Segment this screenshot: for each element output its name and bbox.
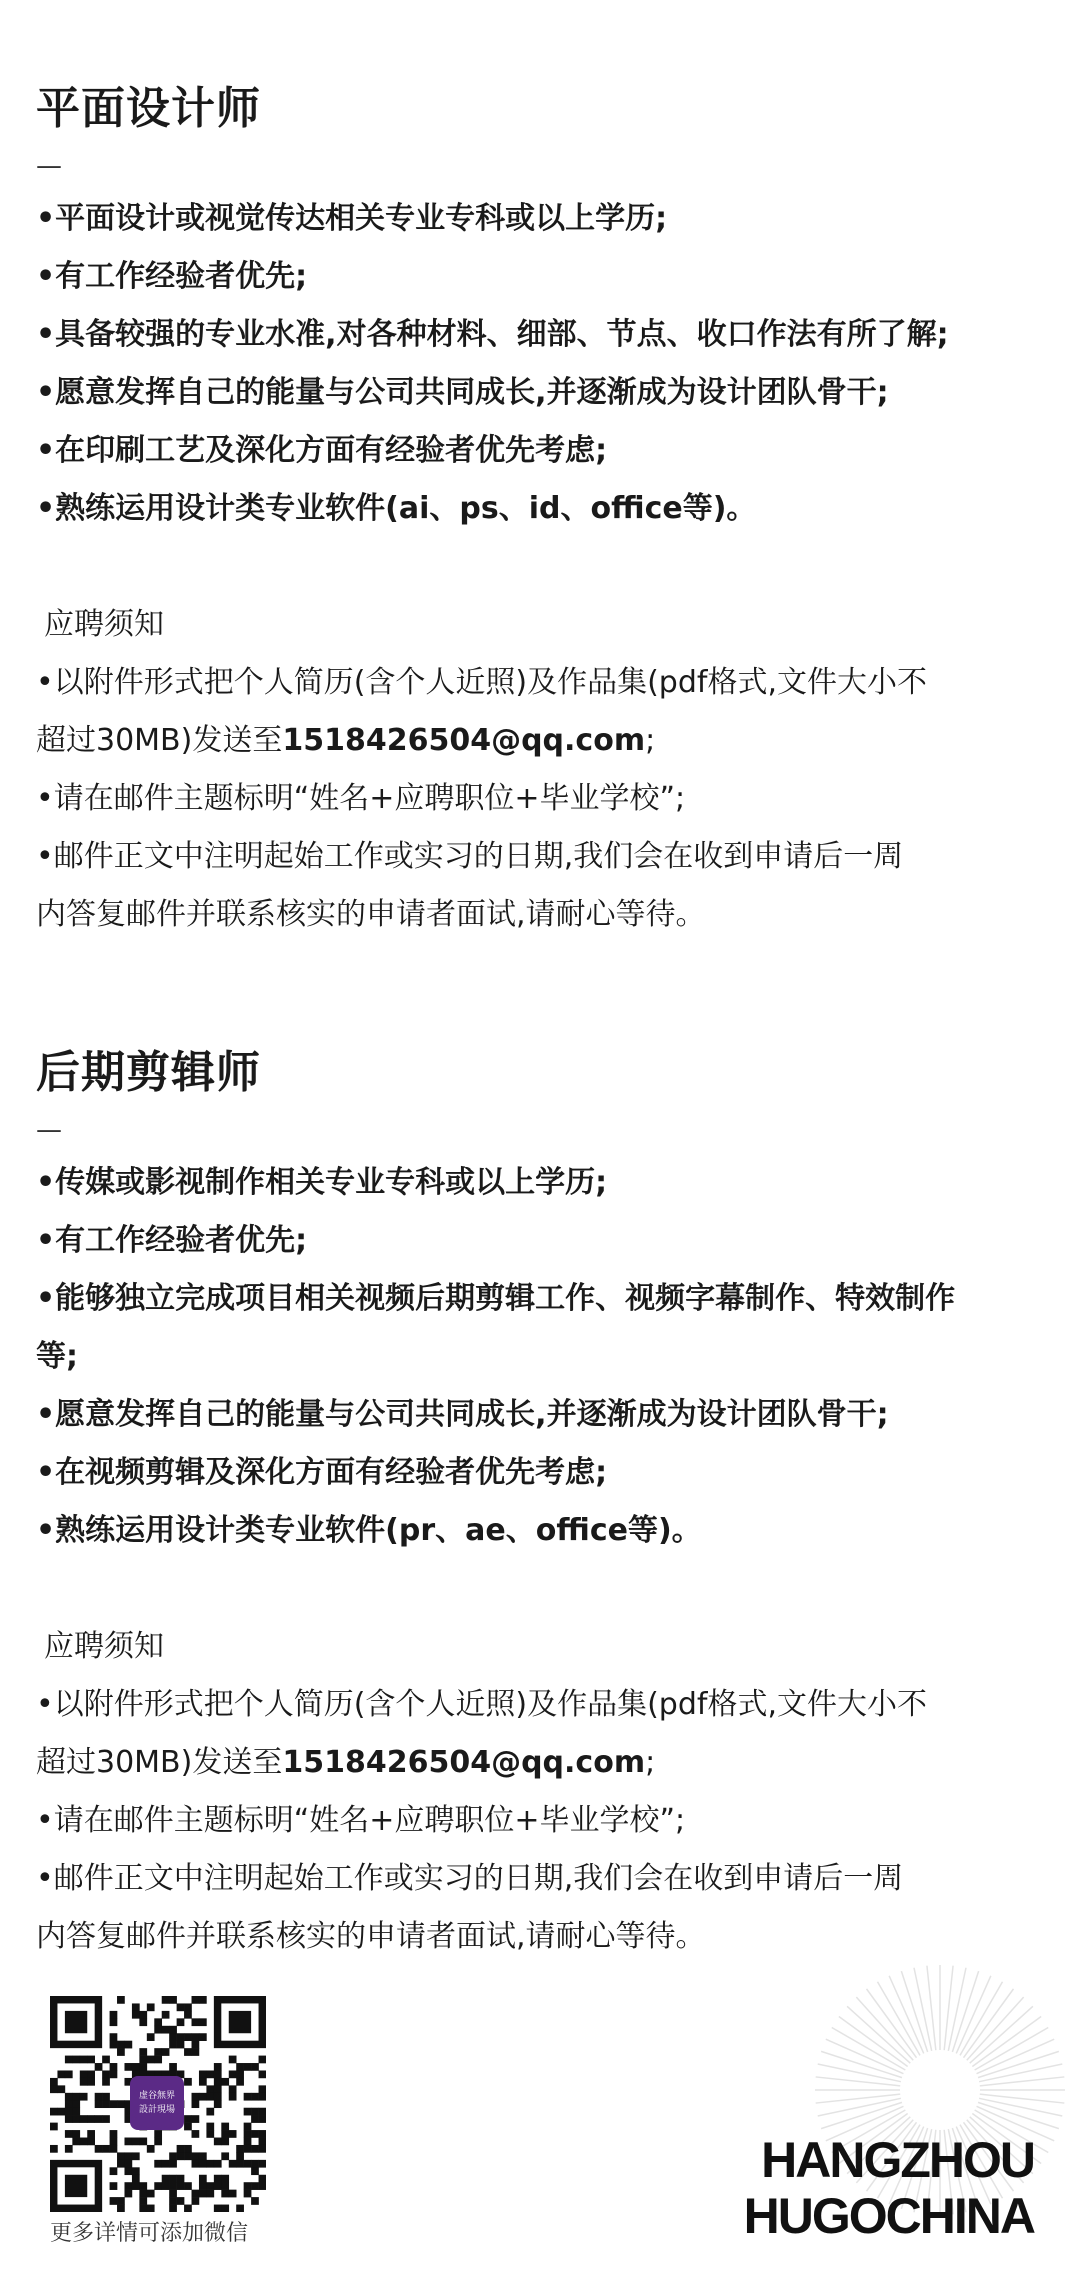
requirement-item: •愿意发挥自己的能量与公司共同成长,并逐渐成为设计团队骨干;: [36, 1397, 889, 1432]
email-link[interactable]: 1518426504@qq.com: [282, 723, 646, 758]
requirement-item: 等;: [36, 1339, 78, 1374]
title-dash: —: [36, 1115, 62, 1145]
section-title: 后期剪辑师: [36, 1047, 261, 1098]
notice-line: •以附件形式把个人简历(含个人近照)及作品集(pdf格式,文件大小不: [36, 1687, 927, 1722]
section-video-editor: [36, 1040, 1046, 1966]
requirement-item: •熟练运用设计类专业软件(pr、ae、office等)。: [36, 1513, 702, 1548]
notice-line: 超过30MB)发送至1518426504@qq.com;: [36, 723, 656, 758]
qr-logo-badge: 虚谷無界 設計現場: [130, 2076, 184, 2130]
email-link[interactable]: 1518426504@qq.com: [282, 1745, 646, 1780]
notice-line: 超过30MB)发送至1518426504@qq.com;: [36, 1745, 656, 1780]
notice-line: •以附件形式把个人简历(含个人近照)及作品集(pdf格式,文件大小不: [36, 665, 927, 700]
notice-line: •邮件正文中注明起始工作或实习的日期,我们会在收到申请后一周: [36, 839, 904, 874]
notice-line: 内答复邮件并联系核实的申请者面试,请耐心等待。: [36, 897, 706, 932]
section-graphic-designer: [36, 76, 1046, 944]
requirement-item: •平面设计或视觉传达相关专业专科或以上学历;: [36, 201, 668, 236]
requirement-item: •愿意发挥自己的能量与公司共同成长,并逐渐成为设计团队骨干;: [36, 375, 889, 410]
brand-line: HANGZHOU: [761, 2132, 1034, 2188]
section-title: 平面设计师: [36, 83, 261, 134]
requirement-item: •具备较强的专业水准,对各种材料、细部、节点、收口作法有所了解;: [36, 317, 949, 352]
brand-logo: [744, 2132, 1034, 2244]
requirement-item: •有工作经验者优先;: [36, 259, 308, 294]
requirement-item: •在印刷工艺及深化方面有经验者优先考虑;: [36, 433, 608, 468]
requirement-item: •有工作经验者优先;: [36, 1223, 308, 1258]
requirement-item: •能够独立完成项目相关视频后期剪辑工作、视频字幕制作、特效制作: [36, 1281, 956, 1316]
notice-line: •请在邮件主题标明“姓名+应聘职位+毕业学校”;: [36, 781, 686, 816]
brand-line: HUGOCHINA: [743, 2188, 1034, 2244]
qr-caption: 更多详情可添加微信: [50, 2221, 249, 2246]
notice-line: •邮件正文中注明起始工作或实习的日期,我们会在收到申请后一周: [36, 1861, 904, 1896]
title-dash: —: [36, 151, 62, 181]
requirement-item: •熟练运用设计类专业软件(ai、ps、id、office等)。: [36, 491, 757, 526]
requirement-item: •传媒或影视制作相关专业专科或以上学历;: [36, 1165, 608, 1200]
notice-title: 应聘须知: [44, 607, 164, 642]
notice-line: •请在邮件主题标明“姓名+应聘职位+毕业学校”;: [36, 1803, 686, 1838]
notice-title: 应聘须知: [44, 1629, 164, 1664]
notice-line: 内答复邮件并联系核实的申请者面试,请耐心等待。: [36, 1919, 706, 1954]
requirement-item: •在视频剪辑及深化方面有经验者优先考虑;: [36, 1455, 608, 1490]
